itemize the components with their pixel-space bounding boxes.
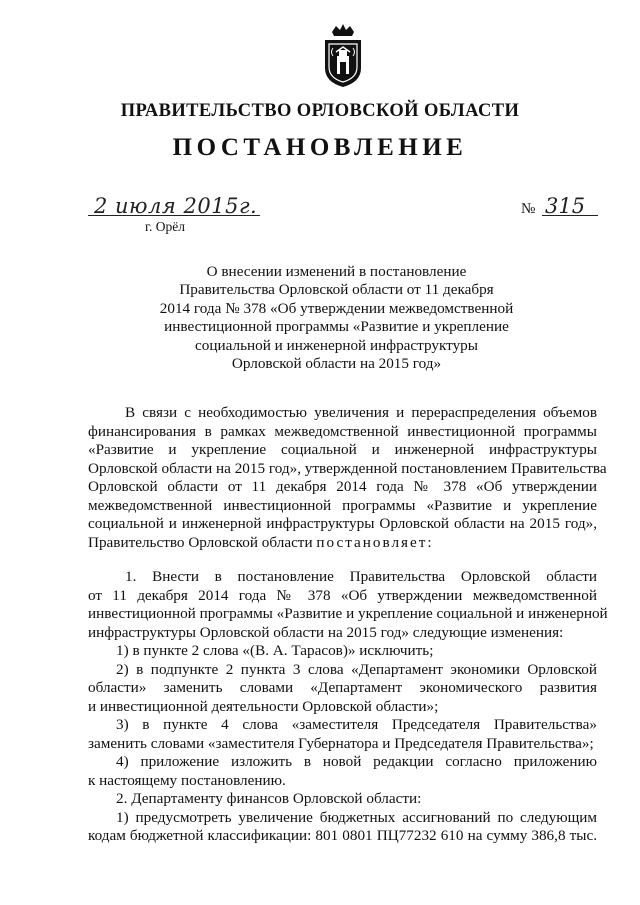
document-type: ПОСТАНОВЛЕНИЕ	[172, 134, 468, 161]
title-line: 2014 года № 378 «Об утверждении межведомственной	[159, 299, 514, 317]
handwritten-date: 2 июля 2015г.	[94, 194, 258, 218]
item-2-line: 2. Департаменту финансов Орловской области:	[116, 790, 422, 807]
subitem-2-line: области» заменить словами «Департамент экономического развития	[88, 679, 597, 696]
city-label: г. Орёл	[145, 219, 185, 234]
handwritten-number: 315	[545, 194, 586, 218]
preamble-subject: Правительство Орловской области	[88, 533, 317, 551]
title-line: О внесении изменений в постановление	[206, 263, 467, 280]
coat-of-arms-icon	[320, 22, 366, 88]
subitem-1: 1) в пункте 2 слова «(В. А. Тарасов)» исключить;	[116, 642, 434, 659]
subitem-2-line: 2) в подпункте 2 пункта 3 слова «Департамент экономики Орловской	[116, 660, 597, 678]
item-1-line: 1. Внести в постановление Правительства Орловской области	[125, 568, 597, 585]
subitem-4-line: 4) приложение изложить в новой редакции согласно приложению	[116, 753, 597, 770]
subitem-4-line: к настоящему постановлению.	[88, 771, 286, 789]
preamble-line: межведомственной инвестиционной программы «Развитие и укрепление	[88, 496, 597, 514]
government-name: ПРАВИТЕЛЬСТВО ОРЛОВСКОЙ ОБЛАСТИ	[120, 101, 520, 121]
title-line: Орловской области на 2015 год»	[231, 355, 442, 373]
title-line: социальной и инженерной инфраструктуры	[195, 336, 478, 354]
preamble-line: В связи с необходимостью увеличения и перераспределения объемов	[125, 404, 597, 421]
preamble-line: Орловской области на 2015 год», утвержденной постановлением Правительства	[88, 459, 607, 477]
document-body	[88, 404, 608, 846]
preamble-line: Орловской области от 11 декабря 2014 года № 378 «Об утверждении	[88, 478, 597, 495]
number-underline	[542, 215, 598, 216]
number-label: №	[521, 201, 536, 217]
item-2-subitem-1-line: 1) предусмотреть увеличение бюджетных ассигнований по следующим	[116, 808, 597, 826]
resolves-word: постановляет:	[316, 533, 434, 551]
title-line: инвестиционной программы «Развитие и укрепление	[164, 318, 509, 336]
subitem-3-line: 3) в пункте 4 слова «заместителя Председателя Правительства»	[116, 716, 597, 733]
subitem-3-line: заменить словами «заместителя Губернатора и Председателя Правительства»;	[88, 734, 594, 752]
item-2-subitem-1-line: кодам бюджетной классификации: 801 0801 ПЦ77232 610 на сумму 386,8 тыс.	[88, 827, 597, 844]
title-line: Правительства Орловской области от 11 декабря	[179, 281, 494, 299]
item-1-line: от 11 декабря 2014 года № 378 «Об утверждении межведомственной	[88, 586, 597, 604]
preamble-line: «Развитие и укрепление социальной и инженерной инфраструктуры	[88, 441, 597, 458]
date-underline	[88, 215, 260, 216]
item-1-line: инвестиционной программы «Развитие и укрепление социальной и инженерной	[88, 605, 608, 622]
preamble-line: социальной и инженерной инфраструктуры Орловской области на 2015 год»,	[88, 515, 597, 532]
preamble-line: финансирования в рамках межведомственной инвестиционной программы	[88, 422, 597, 440]
preamble-final-line	[88, 534, 597, 553]
item-1-line: инфраструктуры Орловской области на 2015 год» следующие изменения:	[88, 623, 564, 641]
subitem-2-line: и инвестиционной деятельности Орловской области»;	[88, 697, 439, 715]
document-title	[150, 263, 523, 373]
